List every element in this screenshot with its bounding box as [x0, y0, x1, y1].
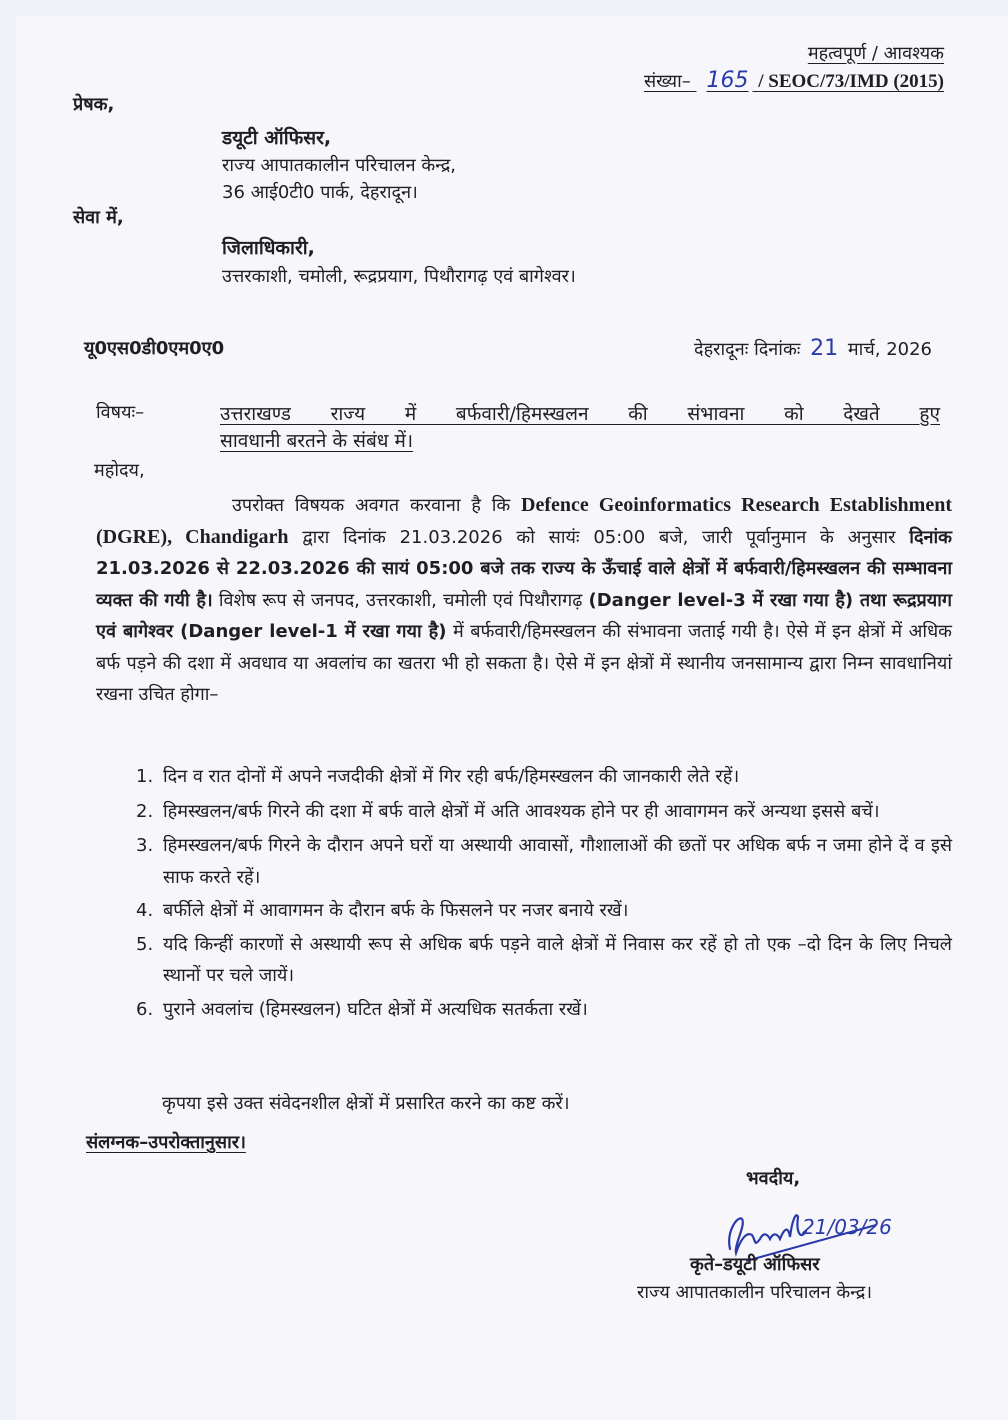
precaution-text: हिमस्खलन/बर्फ गिरने के दौरान अपने घरों या अस्थायी आवासों, गौशालाओं की छतों पर अधिक बर्फ न जमा होने दें व इसे साफ करते रहें। [163, 835, 952, 888]
precaution-item [136, 929, 952, 992]
closing-request: कृपया इसे उक्त संवेदनशील क्षेत्रों में प्रसारित करने का कष्ट करें। [162, 1093, 570, 1114]
place-date-prefix: देहरादूनः दिनांकः [694, 339, 801, 360]
sender-address: 36 आई0टी0 पार्क, देहरादून। [222, 182, 418, 203]
body-districts-intro: विशेष रूप से जनपद, उत्तरकाशी, चमोली एवं पिथौरागढ़ [218, 589, 583, 611]
body-dgre-name: Defence Geoinformatics Research Establishment (DGRE), Chandigarh [96, 494, 952, 548]
precaution-item [136, 761, 952, 793]
body-intro: उपरोक्त विषयक अवगत करवाना है कि [232, 495, 511, 516]
precaution-text: यदि किन्हीं कारणों से अस्थायी रूप से अधिक बर्फ पड़ने वाले क्षेत्रों में निवास कर रहें हो तो एक –दो दिन के लिए निचले स्थानों पर चले जायें। [163, 933, 952, 986]
sender-org: राज्य आपातकालीन परिचालन केन्द्र, [222, 155, 457, 176]
ref-suffix: / SEOC/73/IMD (2015) [758, 71, 944, 92]
letter-page [16, 16, 1008, 1420]
sender-label: प्रेषक, [73, 94, 115, 115]
precaution-item [136, 895, 952, 927]
precautions-list [136, 761, 952, 1025]
body-forecast-window: दिनांक 21.03.2026 से 22.03.2026 की सायं 05:00 बजे तक राज्य के ऊँचाई वाले क्षेत्रों में बर्फवारी/हिमस्खलन की सम्भावना व्यक्त की गयी है। [96, 526, 952, 611]
reference-number [644, 68, 944, 93]
signature-date: 21/03/26 [802, 1215, 892, 1239]
body-forecast-issued: द्वारा दिनांक 21.03.2026 को सायंः 05:00 बजे, जारी पूर्वानुमान के अनुसार [302, 526, 896, 548]
ref-prefix: संख्या– [643, 71, 691, 92]
precaution-number: 6. [136, 998, 154, 1020]
date-day-handwritten: 21 [810, 336, 839, 361]
recipient-label: सेवा में, [73, 207, 124, 228]
precaution-text: बर्फीले क्षेत्रों में आवागमन के दौरान बर्फ के फिसलने पर नजर बनाये रखें। [163, 900, 629, 921]
subject-line-1: उत्तराखण्ड राज्य में बर्फवारी/हिमस्खलन की संभावना को देखते हुए [220, 403, 940, 425]
date-rest: मार्च, 2026 [847, 339, 932, 360]
precaution-text: पुराने अवलांच (हिमस्खलन) घटित क्षेत्रों में अत्यधिक सतर्कता रखें। [163, 998, 588, 1020]
signatory-title: कृते–डयूटी ऑफिसर [690, 1254, 820, 1275]
precaution-number: 2. [136, 800, 154, 822]
dept-code: यू0एस0डी0एम0ए0 [84, 338, 225, 359]
priority-label: महत्वपूर्ण / आवश्यक [807, 43, 944, 64]
precaution-text: दिन व रात दोनों में अपने नजदीकी क्षेत्रों में गिर रही बर्फ/हिमस्खलन की जानकारी लेते रहें। [163, 766, 740, 787]
body-risk-text: में बर्फवारी/हिमस्खलन की संभावना जताई गयी है। ऐसे में इन क्षेत्रों में अधिक बर्फ पड़ने की दशा में अवधाव या अवलांच का खतरा भी हो सकता है। ऐसे में इन क्षेत्रों में स्थानीय जनसामान्य द्वारा निम्न सावधानियां रखना उचित होगा– [96, 621, 952, 705]
signatory-org: राज्य आपातकालीन परिचालन केन्द्र। [637, 1282, 873, 1303]
salutation: महोदय, [94, 460, 145, 481]
place-date [694, 336, 932, 361]
precaution-item [136, 830, 952, 893]
precaution-number: 5. [136, 933, 154, 955]
sender-title: डयूटी ऑफिसर, [222, 127, 332, 149]
ref-number-handwritten: 165 [706, 68, 749, 93]
yours-faithfully: भवदीय, [746, 1168, 801, 1189]
precaution-number: 4. [136, 900, 154, 921]
body-danger-levels: (Danger level-3 में रखा गया है) तथा रूद्रप्रयाग एवं बागेश्वर (Danger level-1 में रखा गया है) [96, 589, 952, 642]
body-paragraph [96, 490, 952, 711]
precaution-number: 3. [136, 835, 154, 856]
recipient-title: जिलाधिकारी, [222, 237, 315, 259]
recipient-districts: उत्तरकाशी, चमोली, रूद्रप्रयाग, पिथौरागढ़ एवं बागेश्वर। [222, 266, 576, 287]
subject-label: विषयः– [96, 402, 145, 423]
enclosure-note: संलग्नक–उपरोक्तानुसार। [86, 1132, 246, 1153]
precaution-item [136, 994, 952, 1026]
precaution-item [136, 796, 952, 828]
subject-line-2: सावधानी बरतने के संबंध में। [220, 430, 414, 452]
precaution-number: 1. [136, 766, 154, 787]
precaution-text: हिमस्खलन/बर्फ गिरने की दशा में बर्फ वाले क्षेत्रों में अति आवश्यक होने पर ही आवागमन करें अन्यथा इससे बचें। [163, 800, 880, 822]
